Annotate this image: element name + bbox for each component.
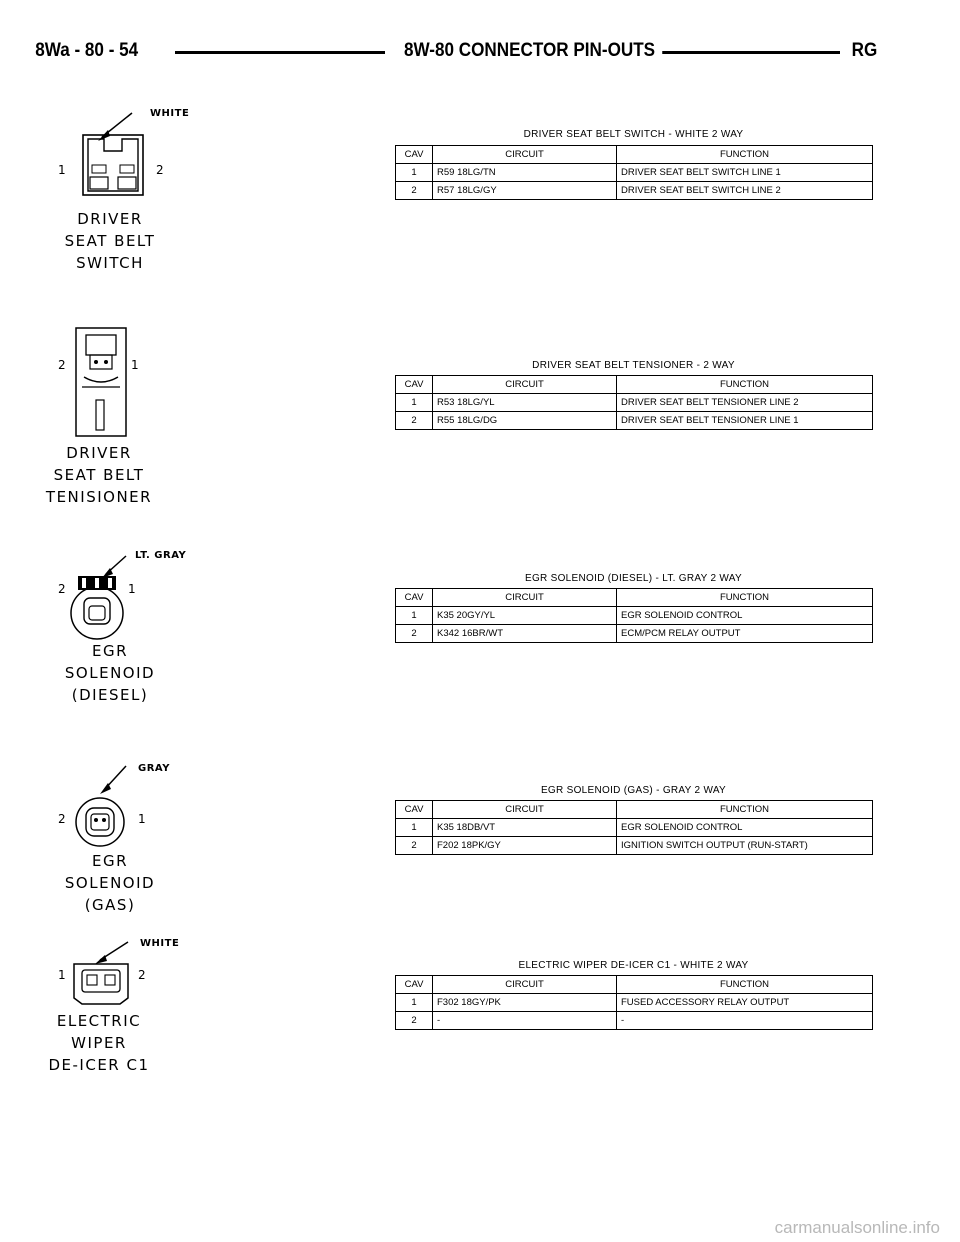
function-cell: FUSED ACCESSORY RELAY OUTPUT xyxy=(617,994,873,1012)
page-header xyxy=(0,40,960,80)
table-row xyxy=(396,607,873,625)
watermark: carmanualsonline.info xyxy=(774,1218,940,1237)
pin-label-left: 2 xyxy=(58,582,66,596)
function-cell: IGNITION SWITCH OUTPUT (RUN-START) xyxy=(617,837,873,855)
circuit-cell: - xyxy=(433,1012,617,1030)
col-header-circuit: CIRCUIT xyxy=(433,376,617,394)
col-header-circuit: CIRCUIT xyxy=(433,801,617,819)
col-header-function: FUNCTION xyxy=(617,589,873,607)
circuit-cell: K342 16BR/WT xyxy=(433,625,617,643)
connector-drawing-switch xyxy=(80,105,160,200)
table-title: EGR SOLENOID (DIESEL) - LT. GRAY 2 WAY xyxy=(524,573,742,584)
connector-name: DRIVER SEAT BELT SWITCH xyxy=(64,210,156,272)
pin-label-left: 1 xyxy=(58,968,66,982)
circuit-cell: K35 20GY/YL xyxy=(433,607,617,625)
table-title: EGR SOLENOID (GAS) - GRAY 2 WAY xyxy=(540,785,727,796)
cav-cell: 1 xyxy=(396,164,433,182)
table-title: DRIVER SEAT BELT SWITCH - WHITE 2 WAY xyxy=(523,129,744,140)
function-cell: DRIVER SEAT BELT SWITCH LINE 2 xyxy=(617,182,873,200)
function-cell: ECM/PCM RELAY OUTPUT xyxy=(617,625,873,643)
connector-color-label: WHITE xyxy=(150,108,190,119)
table-row xyxy=(396,164,873,182)
col-header-function: FUNCTION xyxy=(617,146,873,164)
pinout-table xyxy=(395,800,873,855)
col-header-function: FUNCTION xyxy=(617,376,873,394)
col-header-cav: CAV xyxy=(396,146,433,164)
header-rule-left xyxy=(175,51,385,54)
pin-label-right: 1 xyxy=(128,582,136,596)
cav-cell: 2 xyxy=(396,1012,433,1030)
table-row xyxy=(396,394,873,412)
col-header-cav: CAV xyxy=(396,976,433,994)
table-title: DRIVER SEAT BELT TENSIONER - 2 WAY xyxy=(532,360,735,371)
table-row xyxy=(396,819,873,837)
cav-cell: 1 xyxy=(396,394,433,412)
connector-color-label: GRAY xyxy=(138,763,170,774)
cav-cell: 1 xyxy=(396,607,433,625)
connector-name: DRIVER SEAT BELT TENISIONER xyxy=(45,444,153,506)
function-cell: EGR SOLENOID CONTROL xyxy=(617,819,873,837)
col-header-circuit: CIRCUIT xyxy=(433,589,617,607)
col-header-circuit: CIRCUIT xyxy=(433,146,617,164)
table-header-row xyxy=(396,976,873,994)
circuit-cell: F202 18PK/GY xyxy=(433,837,617,855)
page-number: 8Wa - 80 - 54 xyxy=(28,40,145,62)
col-header-cav: CAV xyxy=(396,801,433,819)
circuit-cell: F302 18GY/PK xyxy=(433,994,617,1012)
pinout-table xyxy=(395,588,873,643)
table-header-row xyxy=(396,801,873,819)
circuit-cell: R55 18LG/DG xyxy=(433,412,617,430)
table-row xyxy=(396,182,873,200)
cav-cell: 2 xyxy=(396,837,433,855)
pin-label-right: 1 xyxy=(138,812,146,826)
circuit-cell: K35 18DB/VT xyxy=(433,819,617,837)
table-title: ELECTRIC WIPER DE-ICER C1 - WHITE 2 WAY xyxy=(518,960,749,971)
connector-name: ELECTRIC WIPER DE-ICER C1 xyxy=(48,1012,150,1074)
function-cell: DRIVER SEAT BELT TENSIONER LINE 1 xyxy=(617,412,873,430)
cav-cell: 2 xyxy=(396,182,433,200)
col-header-function: FUNCTION xyxy=(617,801,873,819)
pinout-table xyxy=(395,375,873,430)
connector-name: EGR SOLENOID (GAS) xyxy=(64,852,156,914)
col-header-circuit: CIRCUIT xyxy=(433,976,617,994)
table-header-row xyxy=(396,376,873,394)
table-row xyxy=(396,994,873,1012)
section-title: 8W-80 CONNECTOR PIN-OUTS xyxy=(397,40,663,62)
table-row xyxy=(396,837,873,855)
circuit-cell: R59 18LG/TN xyxy=(433,164,617,182)
table-row xyxy=(396,1012,873,1030)
connector-drawing-tensioner xyxy=(72,325,132,440)
pin-label-right: 2 xyxy=(156,163,164,177)
function-cell: EGR SOLENOID CONTROL xyxy=(617,607,873,625)
cav-cell: 1 xyxy=(396,994,433,1012)
connector-drawing-egr-diesel xyxy=(62,550,152,640)
table-header-row xyxy=(396,146,873,164)
circuit-cell: R53 18LG/YL xyxy=(433,394,617,412)
model-code: RG xyxy=(844,40,884,62)
table-row xyxy=(396,412,873,430)
table-header-row xyxy=(396,589,873,607)
cav-cell: 1 xyxy=(396,819,433,837)
pin-label-right: 2 xyxy=(138,968,146,982)
col-header-cav: CAV xyxy=(396,589,433,607)
circuit-cell: R57 18LG/GY xyxy=(433,182,617,200)
table-row xyxy=(396,625,873,643)
pin-label-left: 2 xyxy=(58,812,66,826)
connector-name: EGR SOLENOID (DIESEL) xyxy=(64,642,156,704)
cav-cell: 2 xyxy=(396,625,433,643)
col-header-function: FUNCTION xyxy=(617,976,873,994)
pin-label-left: 1 xyxy=(58,163,66,177)
connector-color-label: LT. GRAY xyxy=(135,550,187,561)
function-cell: - xyxy=(617,1012,873,1030)
cav-cell: 2 xyxy=(396,412,433,430)
function-cell: DRIVER SEAT BELT SWITCH LINE 1 xyxy=(617,164,873,182)
pin-label-left: 2 xyxy=(58,358,66,372)
col-header-cav: CAV xyxy=(396,376,433,394)
pin-label-right: 1 xyxy=(131,358,139,372)
function-cell: DRIVER SEAT BELT TENSIONER LINE 2 xyxy=(617,394,873,412)
pinout-table xyxy=(395,145,873,200)
pinout-table xyxy=(395,975,873,1030)
connector-color-label: WHITE xyxy=(140,938,180,949)
